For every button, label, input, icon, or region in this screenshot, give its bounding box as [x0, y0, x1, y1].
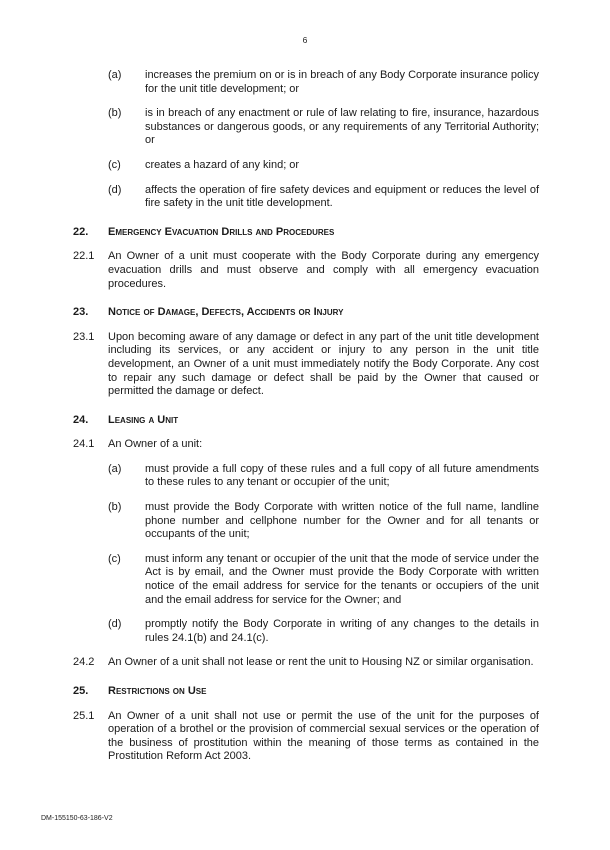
- item-label: (a): [108, 462, 122, 475]
- clause-25-1: [73, 710, 539, 764]
- list-item: [108, 107, 539, 148]
- clause-text: An Owner of a unit shall not use or permit the use of the unit for the purposes of operation of a brothel or the provision of commercial sexual services or the operation of the business of prostitution within the meaning of those terms as contained in the Prostitution Reform Act 2003.: [108, 709, 539, 763]
- list-item: [108, 553, 539, 607]
- clause-24-2: [73, 656, 539, 670]
- list-item: [108, 69, 539, 96]
- section-title: Restrictions on Use: [108, 685, 207, 697]
- clause-number: 23.1: [73, 330, 95, 343]
- item-label: (d): [108, 618, 122, 631]
- item-text: increases the premium on or is in breach of any Body Corporate insurance policy for the unit title development; or: [145, 69, 539, 95]
- section-number: 22.: [73, 225, 89, 238]
- item-text: must inform any tenant or occupier of the unit that the mode of service under the Act is by email, and the Owner must provide the Body Corporate with written notice of the email address for service for the tenants or occupiers of the unit and the email address for service for the Owner; and: [145, 552, 539, 606]
- item-label: (c): [108, 158, 121, 171]
- section-number: 25.: [73, 685, 89, 697]
- document-body: [73, 69, 539, 775]
- item-label: (b): [108, 501, 122, 514]
- clause-text: An Owner of a unit must cooperate with the Body Corporate during any emergency evacuation drills and must observe and comply with all emergency evacuation procedures.: [108, 250, 539, 290]
- item-text: promptly notify the Body Corporate in writing of any changes to the details in rules 24.1(b) and 24.1(c).: [145, 618, 539, 644]
- section-title: Emergency Evacuation Drills and Procedures: [108, 225, 335, 238]
- item-text: affects the operation of fire safety devices and equipment or reduces the level of fire safety in the unit title development.: [145, 183, 539, 210]
- item-label: (a): [108, 69, 122, 81]
- document-reference: DM-155150-63-186-V2: [41, 815, 113, 822]
- clause-number: 25.1: [73, 709, 95, 722]
- section-title: Notice of Damage, Defects, Accidents or Injury: [108, 306, 344, 319]
- list-item: [108, 618, 539, 645]
- clause-number: 24.2: [73, 656, 95, 669]
- section-heading-22: [73, 226, 539, 240]
- item-text: is in breach of any enactment or rule of law relating to fire, insurance, hazardous substances or dangerous goods, or any requirements of any Territorial Authority; or: [145, 107, 539, 147]
- clause-text: Upon becoming aware of any damage or defect in any part of the unit title development including its services, or any accident or injury to any person in the unit title development, an Owner of a unit must immediately notify the Body Corporate. Any cost to repair any such damage or defect shall be paid by the Owner that caused or permitted the damage or defect.: [108, 330, 539, 398]
- list-item: [108, 463, 539, 490]
- section-heading-23: [73, 306, 539, 320]
- item-text: must provide a full copy of these rules and a full copy of all future amendments to these rules to any tenant or occupier of the unit;: [145, 462, 539, 489]
- clause-text: An Owner of a unit:: [108, 438, 203, 451]
- list-item: [108, 184, 539, 211]
- clause-22-1: [73, 250, 539, 291]
- clause-number: 24.1: [73, 438, 95, 451]
- clause-number: 22.1: [73, 250, 95, 263]
- clause-24-1: [73, 438, 539, 452]
- section-heading-25: [73, 685, 539, 699]
- item-label: (c): [108, 552, 121, 565]
- item-text: creates a hazard of any kind; or: [145, 158, 300, 171]
- section-title: Leasing a Unit: [108, 413, 179, 426]
- page-number: 6: [302, 35, 308, 45]
- section-number: 24.: [73, 413, 89, 426]
- clause-23-1: [73, 331, 539, 399]
- list-item: [108, 159, 539, 173]
- section-number: 23.: [73, 306, 89, 319]
- clause-text: An Owner of a unit shall not lease or rent the unit to Housing NZ or similar organisation.: [108, 656, 534, 669]
- list-item: [108, 501, 539, 542]
- item-label: (d): [108, 183, 122, 196]
- item-text: must provide the Body Corporate with written notice of the full name, landline phone number and cellphone number for the Owner and for all tenants or occupants of the unit;: [145, 501, 539, 541]
- item-label: (b): [108, 107, 122, 120]
- section-heading-24: [73, 414, 539, 428]
